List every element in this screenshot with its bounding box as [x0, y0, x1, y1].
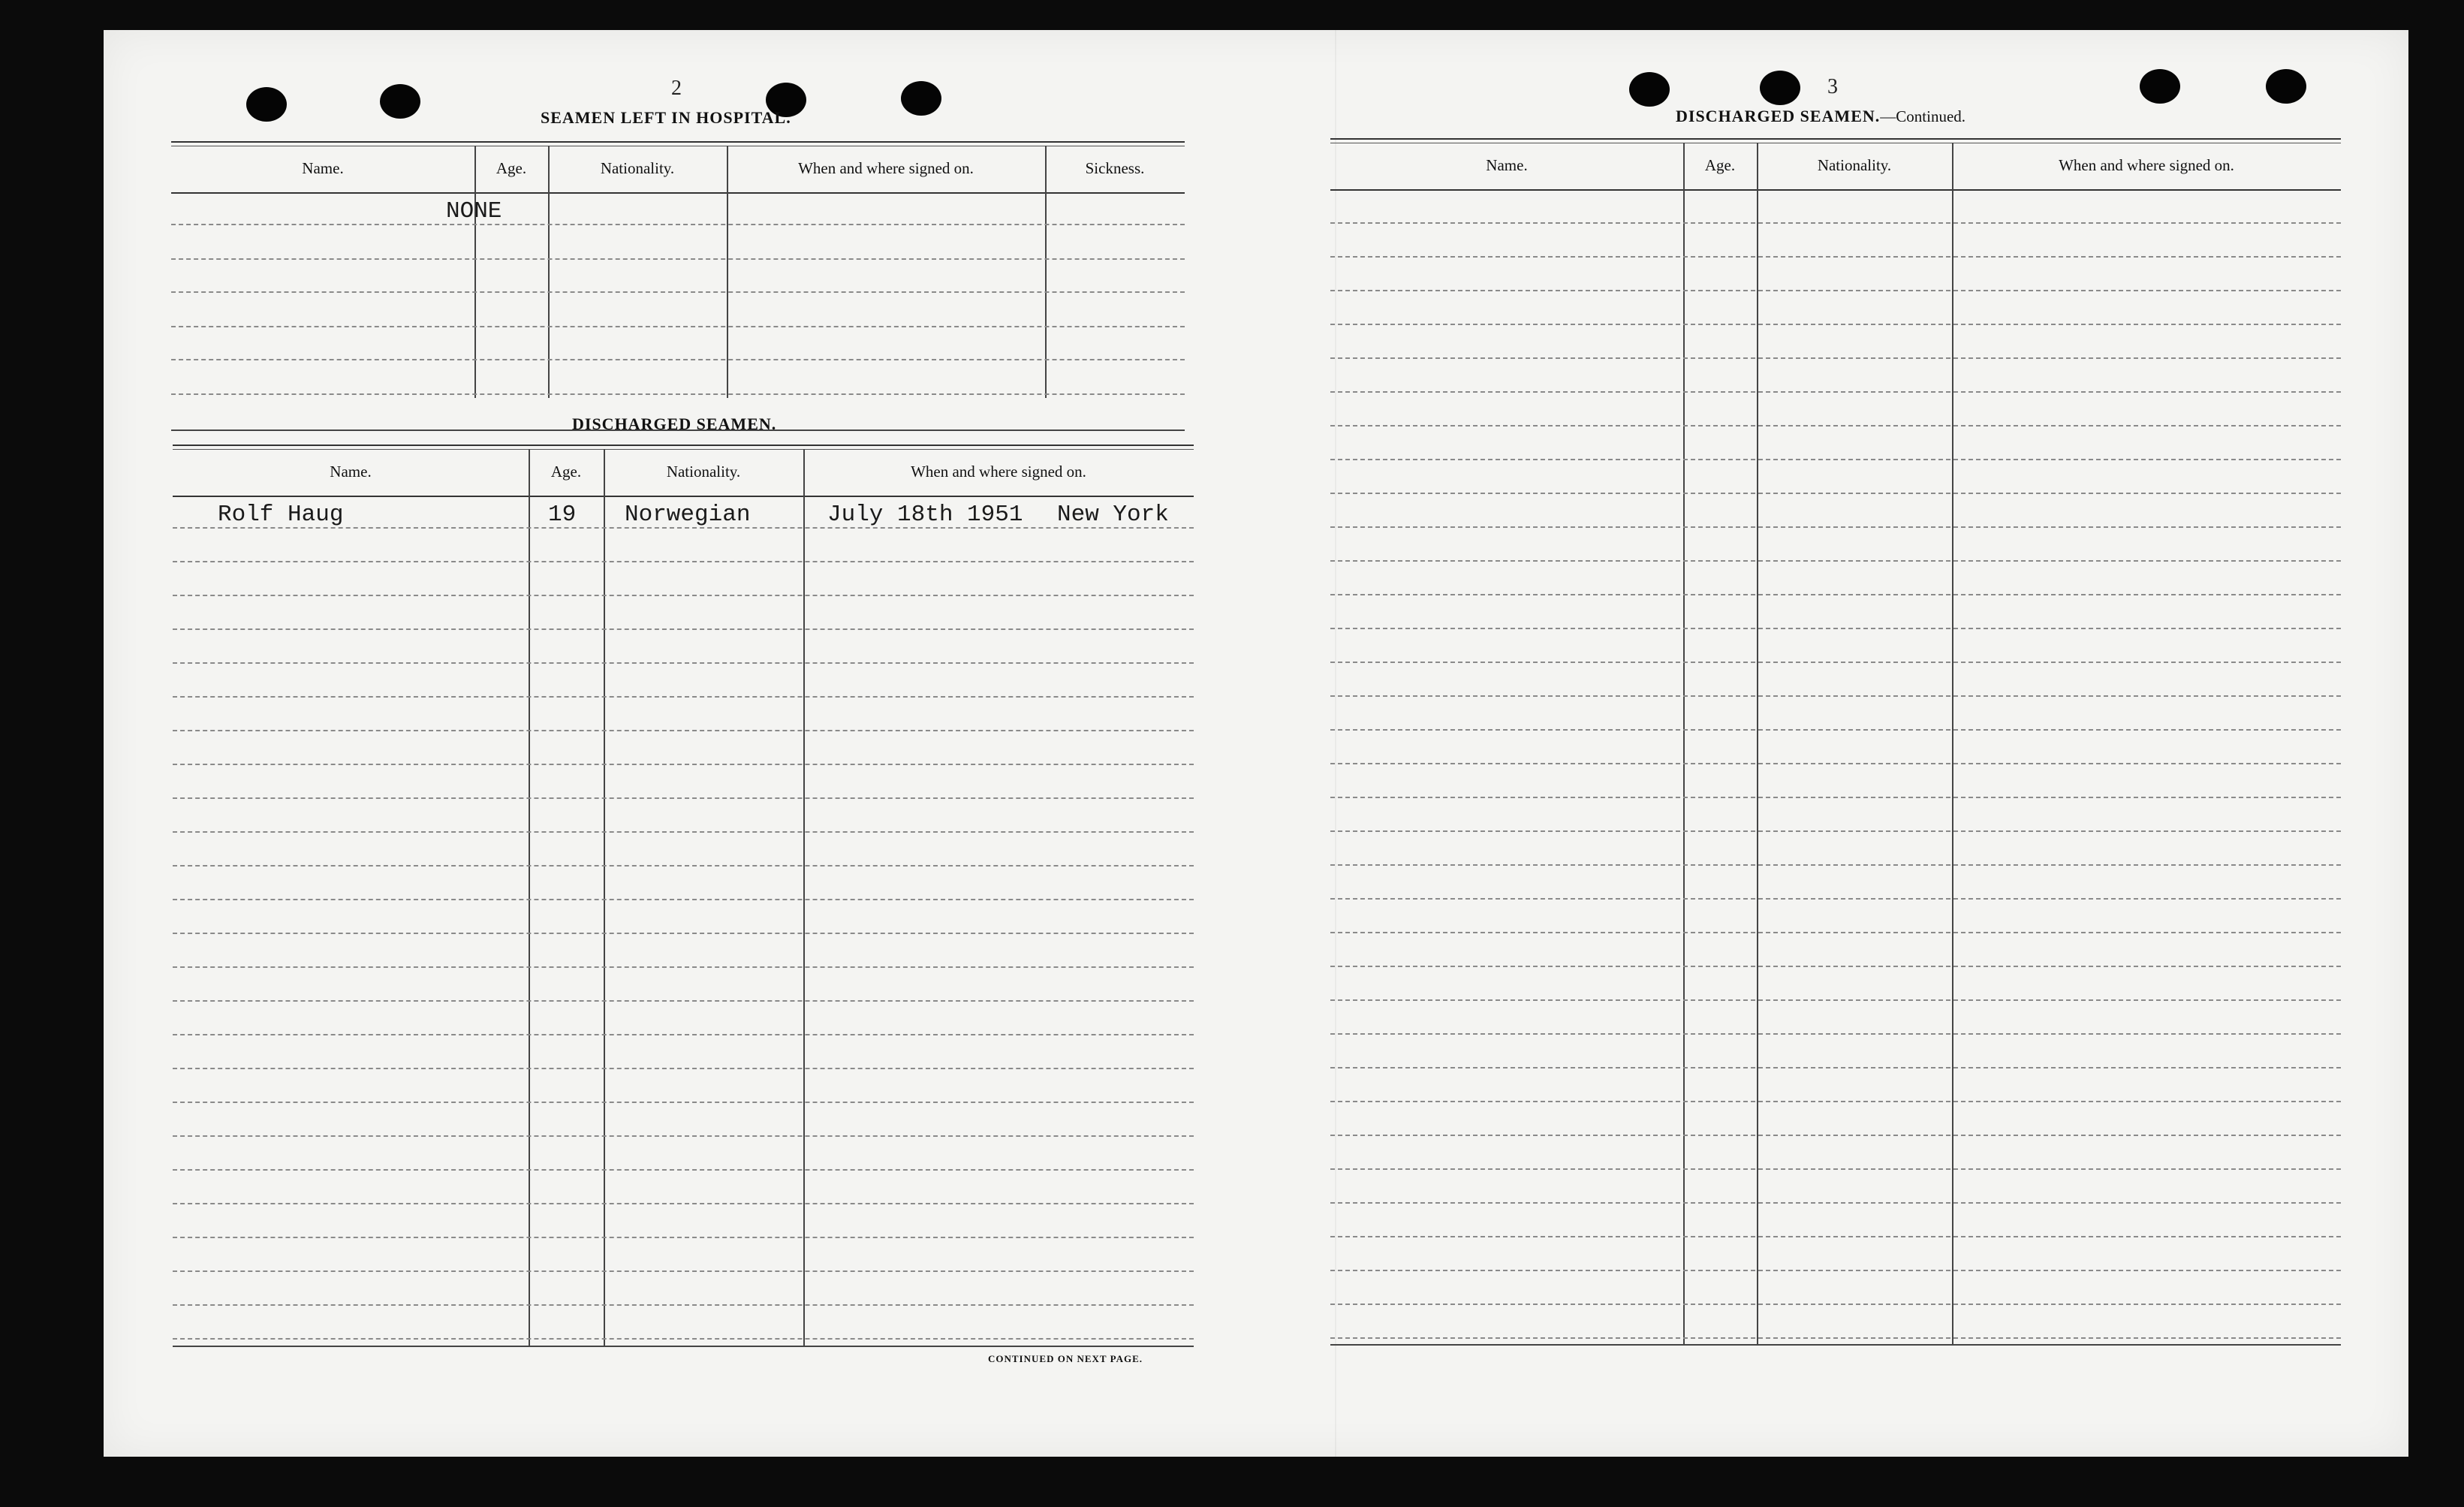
col-header-signed-on: When and where signed on.	[911, 463, 1086, 481]
punch-hole	[2266, 69, 2306, 104]
col-header-age: Age.	[1704, 156, 1736, 174]
col-header-name: Name.	[1486, 156, 1528, 174]
col-header-nationality: Nationality.	[1817, 156, 1892, 174]
punch-hole	[901, 81, 941, 116]
col-header-nationality: Nationality.	[666, 463, 741, 481]
col-header-age: Age.	[550, 463, 582, 481]
discharged-continued-title-main: DISCHARGED SEAMEN.	[1676, 107, 1881, 125]
seaman-age: 19	[548, 502, 577, 528]
punch-hole	[246, 87, 287, 122]
page-number-left: 2	[671, 77, 682, 100]
discharged-section-title: DISCHARGED SEAMEN.	[572, 414, 777, 433]
punch-hole	[1629, 72, 1670, 107]
discharged-table-right	[1330, 138, 2341, 1379]
seaman-signed-date: July 18th 1951	[827, 502, 1023, 528]
col-header-nationality: Nationality.	[600, 159, 675, 177]
col-header-name: Name.	[330, 463, 372, 481]
col-header-age: Age.	[496, 159, 527, 177]
col-header-signed-on: When and where signed on.	[2059, 156, 2234, 174]
hospital-section-title: SEAMEN LEFT IN HOSPITAL.	[541, 108, 791, 127]
form-sheet	[104, 30, 2408, 1457]
discharged-continued-title	[1676, 107, 1965, 126]
discharged-table-left	[173, 445, 1194, 1376]
hospital-table	[171, 141, 1185, 430]
col-header-name: Name.	[302, 159, 344, 177]
seaman-name: Rolf Haug	[218, 502, 344, 528]
punch-hole	[2140, 69, 2180, 104]
col-header-signed-on: When and where signed on.	[798, 159, 974, 177]
page-number-right: 3	[1827, 75, 1838, 98]
punch-hole	[380, 84, 420, 119]
continued-footnote: CONTINUED ON NEXT PAGE.	[988, 1353, 1143, 1364]
seaman-nationality: Norwegian	[625, 502, 751, 528]
discharged-continued-title-suffix: —Continued.	[1880, 107, 1966, 125]
hospital-entry-none: NONE	[446, 198, 502, 225]
punch-hole	[1760, 71, 1800, 105]
col-header-sickness: Sickness.	[1085, 159, 1145, 177]
seaman-signed-place: New York	[1057, 502, 1169, 528]
